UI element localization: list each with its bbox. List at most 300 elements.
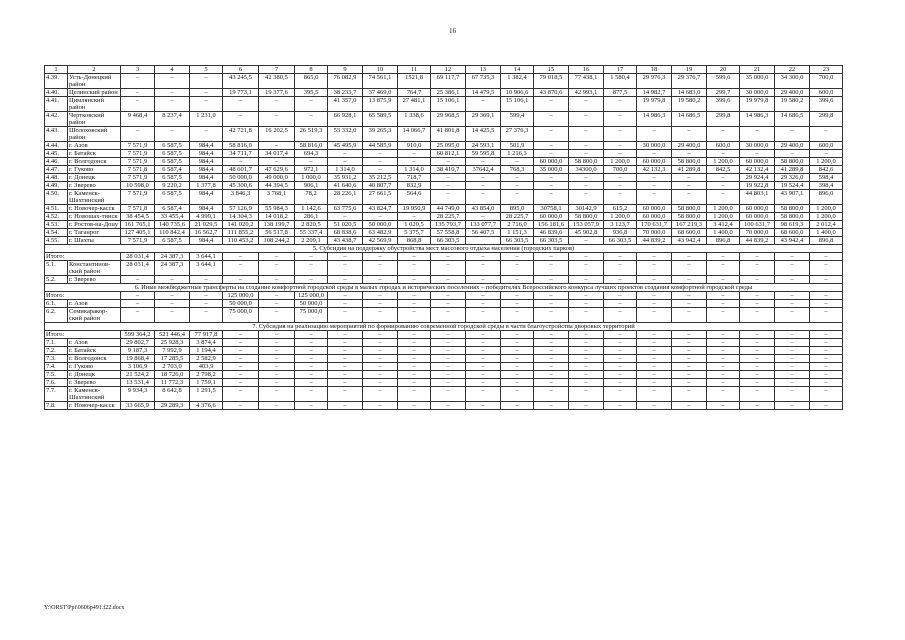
table-row [45, 74, 843, 89]
table-cell: – [672, 127, 707, 142]
table-cell: – [604, 127, 637, 142]
table-cell: – [259, 371, 295, 379]
table-cell: 3 768,1 [259, 190, 295, 205]
table-cell: 29 968,5 [431, 112, 466, 127]
table-cell: Чертковский район [68, 112, 121, 127]
table-row [45, 221, 843, 229]
table-cell: 41 640,6 [328, 182, 363, 190]
table-cell: 1 759,1 [190, 379, 223, 387]
table-cell: – [501, 355, 534, 363]
table-cell: – [363, 371, 398, 379]
table-cell: 28 031,4 [121, 253, 155, 261]
table-cell: – [431, 174, 466, 182]
table-cell: – [259, 158, 295, 166]
table-cell: 286,1 [295, 213, 328, 221]
table-cell: 44 803,1 [740, 190, 775, 205]
table-cell: 6.2. [45, 308, 68, 323]
table-cell: – [363, 150, 398, 158]
table-cell: 38 233,7 [328, 89, 363, 97]
table-cell: 98 619,3 [775, 221, 810, 229]
table-cell: 615,2 [604, 205, 637, 213]
table-cell: 299,8 [810, 112, 843, 127]
table-cell: – [466, 158, 501, 166]
table-cell: 50 000,0 [223, 174, 259, 182]
table-cell: 66 303,5 [431, 237, 466, 245]
table-cell: – [466, 190, 501, 205]
table-cell: – [501, 253, 534, 261]
table-cell: – [740, 276, 775, 284]
table-cell: – [810, 292, 843, 300]
table-cell: – [740, 253, 775, 261]
table-cell: 910,0 [398, 142, 431, 150]
table-cell: – [740, 292, 775, 300]
table-cell: – [707, 150, 740, 158]
table-cell: – [637, 253, 672, 261]
table-cell: – [775, 253, 810, 261]
table-cell: 53 332,0 [328, 127, 363, 142]
table-cell: 57 558,8 [431, 229, 466, 237]
table-cell: – [534, 253, 569, 261]
table-cell: 75 000,0 [295, 308, 328, 323]
table-cell: 19 [672, 66, 707, 74]
table-cell: 66 303,5 [534, 237, 569, 245]
table-cell: 14 986,3 [637, 112, 672, 127]
table-cell: – [431, 379, 466, 387]
table-cell: – [637, 331, 672, 339]
table-cell: – [259, 300, 295, 308]
table-cell: – [707, 331, 740, 339]
table-cell: г. Ростов-на-Дону [68, 221, 121, 229]
table-cell: 18 726,0 [155, 371, 190, 379]
table-cell: 22 [775, 66, 810, 74]
table-cell: – [466, 371, 501, 379]
table-cell: 20 [707, 66, 740, 74]
table-cell: – [398, 355, 431, 363]
table-cell: – [190, 300, 223, 308]
table-cell: 110 842,4 [155, 229, 190, 237]
table-cell: – [259, 363, 295, 371]
table-cell: 3 [121, 66, 155, 74]
table-cell: 30758,1 [534, 205, 569, 213]
table-cell: 46 839,6 [534, 229, 569, 237]
table-cell: – [740, 261, 775, 276]
table-cell: 60 000,0 [637, 158, 672, 166]
table-cell: 58 800,0 [775, 213, 810, 221]
table-cell: – [672, 300, 707, 308]
table-cell: 7 571,8 [121, 166, 155, 174]
table-cell: – [534, 142, 569, 150]
table-cell: – [328, 355, 363, 363]
table-cell: 29 289,3 [155, 402, 190, 410]
table-cell: 3 412,4 [707, 221, 740, 229]
table-cell: – [431, 363, 466, 371]
table-cell: 37 469,0 [363, 89, 398, 97]
table-cell: 1 000,0 [295, 174, 328, 182]
table-cell: 44 394,5 [259, 182, 295, 190]
table-cell: 1 338,6 [398, 112, 431, 127]
table-cell: 77 438,1 [569, 74, 604, 89]
table-cell: – [259, 112, 295, 127]
table-cell: – [637, 292, 672, 300]
table-cell: 29 802,7 [121, 339, 155, 347]
table-cell: 2 703,0 [155, 363, 190, 371]
table-cell: 4 376,6 [190, 402, 223, 410]
table-cell: 125 000,0 [295, 292, 328, 300]
table-cell: 42 721,8 [223, 127, 259, 142]
table-cell: – [604, 363, 637, 371]
table-cell: – [810, 363, 843, 371]
table-cell: – [637, 402, 672, 410]
table-cell: 60 812,1 [431, 150, 466, 158]
table-cell: 23 [810, 66, 843, 74]
table-cell: – [223, 253, 259, 261]
table-cell: – [501, 174, 534, 182]
table-cell: 3 644,1 [190, 253, 223, 261]
table-cell: – [363, 402, 398, 410]
table-cell: – [707, 308, 740, 323]
table-cell: 17 [604, 66, 637, 74]
table-cell: – [707, 363, 740, 371]
table-cell: 43 942,4 [672, 237, 707, 245]
table-cell: 14 986,3 [740, 112, 775, 127]
table-cell: – [431, 300, 466, 308]
table-row [45, 150, 843, 158]
table-cell: – [363, 292, 398, 300]
table-cell: 1 231,0 [190, 112, 223, 127]
table-cell: 111 855,2 [223, 229, 259, 237]
table-cell: – [775, 300, 810, 308]
table-cell: – [398, 402, 431, 410]
table-cell: 4.55. [45, 237, 68, 245]
table-cell: 10 [363, 66, 398, 74]
table-cell: – [363, 387, 398, 402]
table-cell: – [569, 347, 604, 355]
table-cell: 16 [569, 66, 604, 74]
table-cell: – [398, 331, 431, 339]
table-cell: – [707, 276, 740, 284]
table-row [45, 300, 843, 308]
table-cell: – [328, 402, 363, 410]
table-cell: – [672, 292, 707, 300]
table-cell: – [155, 74, 190, 89]
table-cell: – [672, 363, 707, 371]
table-cell: 1 200,0 [604, 158, 637, 166]
table-cell: 1 377,8 [190, 182, 223, 190]
table-cell: 4.49. [45, 182, 68, 190]
table-cell: – [569, 261, 604, 276]
table-cell: – [363, 261, 398, 276]
table-cell: 1 151,3 [501, 229, 534, 237]
table-cell: – [223, 158, 259, 166]
table-cell: 984,4 [190, 190, 223, 205]
table-cell: – [672, 371, 707, 379]
table-cell: – [707, 355, 740, 363]
table-row [45, 97, 843, 112]
table-cell: 877,5 [604, 89, 637, 97]
table-cell: – [223, 261, 259, 276]
table-cell: 59 595,8 [466, 150, 501, 158]
table-cell: 19 950,9 [398, 205, 431, 213]
table-row [45, 190, 843, 205]
table-cell: 1521,8 [398, 74, 431, 89]
table-cell: 69 117,7 [431, 74, 466, 89]
table-cell: – [569, 237, 604, 245]
table-cell: – [121, 97, 155, 112]
table-cell: – [121, 74, 155, 89]
table-cell: 7.5. [45, 371, 68, 379]
table-cell: 50 000,0 [363, 221, 398, 229]
table-cell: – [431, 331, 466, 339]
table-cell: 125 000,0 [223, 292, 259, 300]
table-cell: 868,8 [398, 237, 431, 245]
table-cell: 1 200,0 [810, 213, 843, 221]
table-cell: 30 000,0 [740, 89, 775, 97]
table-cell: – [637, 363, 672, 371]
table-cell: 14 982,7 [637, 89, 672, 97]
table-cell: 1 400,0 [810, 229, 843, 237]
table-cell: – [569, 142, 604, 150]
table-cell: 14 479,5 [466, 89, 501, 97]
table-cell: – [604, 355, 637, 363]
table-cell: 58 800,0 [672, 158, 707, 166]
table-cell: 41 289,8 [672, 166, 707, 174]
table-cell: 7.3. [45, 355, 68, 363]
section-heading-row [45, 245, 843, 253]
table-cell: 170 631,7 [637, 221, 672, 229]
table-cell: 38 410,7 [431, 166, 466, 174]
table-cell: 2 716,0 [501, 221, 534, 229]
table-cell: – [295, 371, 328, 379]
table-cell: – [604, 97, 637, 112]
table-cell: 135 793,7 [431, 221, 466, 229]
table-row [45, 182, 843, 190]
table-cell: – [363, 253, 398, 261]
table-cell: – [672, 331, 707, 339]
table-cell: – [569, 402, 604, 410]
table-row [45, 89, 843, 97]
table-cell: – [121, 89, 155, 97]
table-cell: – [398, 213, 431, 221]
table-cell: – [672, 308, 707, 323]
table-cell: 35 000,0 [534, 166, 569, 174]
table-cell: – [259, 308, 295, 323]
table-cell: 56 517,8 [259, 229, 295, 237]
table-cell: 7.7. [45, 387, 68, 402]
table-cell: – [501, 379, 534, 387]
table-cell: – [259, 253, 295, 261]
table-cell: – [328, 308, 363, 323]
table-cell: – [775, 355, 810, 363]
table-cell: 4.51. [45, 205, 68, 213]
table-cell: 44 585,9 [363, 142, 398, 150]
table-cell: – [637, 387, 672, 402]
table-cell: 29 400,0 [775, 142, 810, 150]
table-cell: – [259, 402, 295, 410]
table-cell: – [363, 379, 398, 387]
section-heading-row [45, 323, 843, 331]
table-cell: – [328, 150, 363, 158]
table-cell: 28 226,1 [328, 190, 363, 205]
table-cell: 58 800,0 [672, 205, 707, 213]
table-cell: – [155, 308, 190, 323]
table-cell: – [501, 292, 534, 300]
table-cell: – [604, 402, 637, 410]
table-cell: – [223, 331, 259, 339]
table-cell: – [431, 347, 466, 355]
table-cell: 6 587,5 [155, 174, 190, 182]
table-cell: – [363, 331, 398, 339]
table-cell: – [604, 308, 637, 323]
table-cell: – [328, 253, 363, 261]
table-cell: 141 020,2 [223, 221, 259, 229]
table-cell: г. Азов [68, 142, 121, 150]
table-cell: г. Донецк [68, 371, 121, 379]
table-row [45, 339, 843, 347]
table-cell: – [295, 379, 328, 387]
table-cell: 19 580,2 [672, 97, 707, 112]
table-cell: – [431, 355, 466, 363]
table-cell: г. Зверево [68, 276, 121, 284]
table-cell: 4.45. [45, 150, 68, 158]
table-cell: – [501, 182, 534, 190]
table-cell: – [259, 355, 295, 363]
table-cell: – [534, 402, 569, 410]
table-cell: – [295, 112, 328, 127]
table-cell: 2 [68, 66, 121, 74]
table-cell: – [569, 331, 604, 339]
table-row [45, 371, 843, 379]
table-row [45, 166, 843, 174]
table-cell: 1 200,0 [810, 205, 843, 213]
table-cell: 6 587,5 [155, 158, 190, 166]
table-cell: 4.46. [45, 158, 68, 166]
table-cell: – [569, 276, 604, 284]
table-cell: 44 839,2 [637, 237, 672, 245]
table-cell: – [775, 127, 810, 142]
table-cell: – [259, 97, 295, 112]
table-cell: – [604, 150, 637, 158]
table-cell: – [534, 190, 569, 205]
table-cell: 77 917,8 [190, 331, 223, 339]
table-cell: – [810, 253, 843, 261]
table-cell: – [190, 292, 223, 300]
table-cell: 43 824,7 [363, 205, 398, 213]
table-cell: 5.1. [45, 261, 68, 276]
table-cell: – [740, 308, 775, 323]
table-cell: – [466, 355, 501, 363]
table-cell: г. Каменск-Шахтинский [68, 190, 121, 205]
table-cell: 28 225,7 [501, 213, 534, 221]
table-cell: 21 029,5 [190, 221, 223, 229]
table-cell: 764,7 [398, 89, 431, 97]
table-cell: – [328, 331, 363, 339]
table-cell: – [501, 387, 534, 402]
table-cell: 41 357,0 [328, 97, 363, 112]
table-cell: 9 468,4 [121, 112, 155, 127]
table-cell: 68 600,0 [672, 229, 707, 237]
table-cell: – [810, 355, 843, 363]
table-cell: 7 571,8 [121, 205, 155, 213]
table-cell: 55 984,3 [259, 205, 295, 213]
table-cell: – [501, 308, 534, 323]
table-cell: – [466, 308, 501, 323]
table-cell: 63 482,9 [363, 229, 398, 237]
table-cell: 398,4 [810, 182, 843, 190]
table-cell: 67 735,3 [466, 74, 501, 89]
table-cell: 6 587,5 [155, 190, 190, 205]
table-cell: 700,0 [810, 74, 843, 89]
table-cell: 17 285,5 [155, 355, 190, 363]
table-cell: – [398, 261, 431, 276]
table-cell: 11 772,3 [155, 379, 190, 387]
table-cell: 66 928,1 [328, 112, 363, 127]
table-cell: – [534, 276, 569, 284]
table-cell: – [259, 331, 295, 339]
table-cell: – [672, 402, 707, 410]
table-cell: 25 095,0 [431, 142, 466, 150]
total-row [45, 253, 843, 261]
table-cell: – [810, 339, 843, 347]
table-cell: – [604, 387, 637, 402]
table-cell: – [121, 127, 155, 142]
table-cell: – [672, 276, 707, 284]
table-cell: 45 300,6 [223, 182, 259, 190]
table-cell: – [810, 331, 843, 339]
table-cell: 564,6 [398, 190, 431, 205]
table-cell: 5.2. [45, 276, 68, 284]
table-cell: г. Таганрог [68, 229, 121, 237]
table-cell: – [431, 190, 466, 205]
table-cell: – [466, 97, 501, 112]
table-cell: – [810, 276, 843, 284]
table-cell: 7 571,9 [121, 142, 155, 150]
table-cell: – [637, 300, 672, 308]
table-cell: – [121, 300, 155, 308]
table-cell: г. Новошах-тинск [68, 213, 121, 221]
table-cell: г. Гуково [68, 363, 121, 371]
table-row [45, 237, 843, 245]
table-cell: – [466, 347, 501, 355]
table-cell: – [295, 261, 328, 276]
table-cell: Итого: [45, 331, 121, 339]
table-cell: 10 906,6 [501, 89, 534, 97]
table-cell: 33 455,4 [155, 213, 190, 221]
table-cell: 399,6 [810, 97, 843, 112]
table-cell: – [431, 292, 466, 300]
table-cell: 7 992,9 [155, 347, 190, 355]
table-cell: 2 012,4 [810, 221, 843, 229]
table-cell: – [775, 402, 810, 410]
table-cell: 6 587,4 [155, 166, 190, 174]
table-cell: 37642,4 [466, 166, 501, 174]
table-cell: – [672, 387, 707, 402]
table-cell: – [707, 292, 740, 300]
table-cell: – [637, 182, 672, 190]
table-cell: 1 142,6 [295, 205, 328, 213]
table-cell: 865,0 [295, 74, 328, 89]
table-cell: – [259, 347, 295, 355]
table-cell: – [534, 355, 569, 363]
table-cell: – [810, 127, 843, 142]
table-cell: г. Зверево [68, 182, 121, 190]
table-cell: 700,0 [604, 166, 637, 174]
table-cell: – [707, 379, 740, 387]
table-cell: – [259, 387, 295, 402]
table-cell: – [740, 150, 775, 158]
table-cell: 58 800,0 [672, 213, 707, 221]
table-cell: – [295, 363, 328, 371]
table-cell: – [466, 339, 501, 347]
